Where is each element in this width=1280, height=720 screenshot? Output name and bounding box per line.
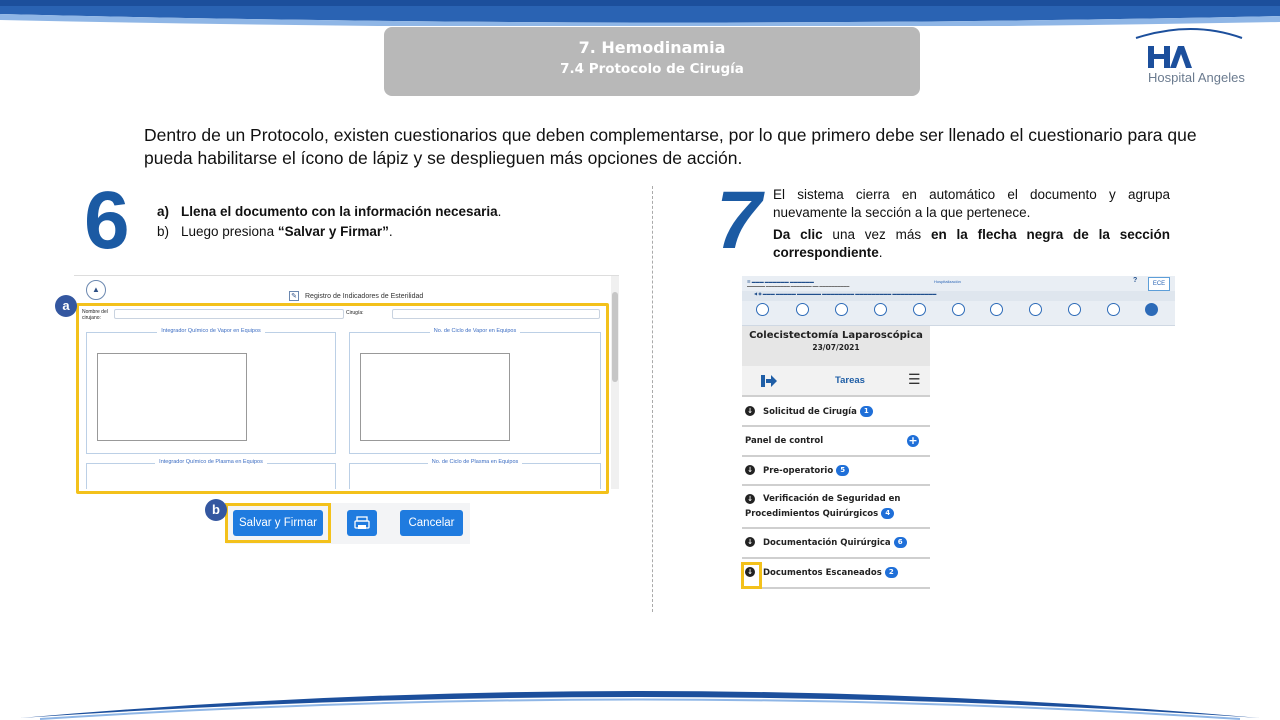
panel-plasma-cycle-label: No. de Ciclo de Plasma en Equipos xyxy=(428,459,523,465)
nav-icon-active[interactable] xyxy=(1145,303,1158,316)
hamburger-menu-icon[interactable]: ☰ xyxy=(908,371,921,387)
ece-logo: ECE xyxy=(1148,277,1170,291)
column-divider xyxy=(652,186,653,612)
section-preoperatorio[interactable] xyxy=(742,457,930,486)
step-6a-marker xyxy=(157,202,181,222)
arrow-highlight-frame xyxy=(741,562,762,589)
step-7-paragraph-1: El sistema cierra en automático el documento y agrupa nuevamente la sección a la que pertenece. xyxy=(773,187,1170,220)
form-title: Registro de Indicadores de Esterilidad xyxy=(305,292,424,300)
intro-paragraph: Dentro de un Protocolo, existen cuestionarios que deben complementarse, por lo que primero debe ser llenado el cuestionario para que pueda habilitarse el ícono de lápiz y se desplieguen más opciones de acción. xyxy=(144,125,1197,168)
nav-icon-8[interactable] xyxy=(1029,303,1042,316)
step-6a-suffix: . xyxy=(497,204,502,219)
step-6b xyxy=(157,222,501,242)
section-verificacion-line2: Procedimientos Quirúrgicos xyxy=(745,509,879,519)
form-title-row xyxy=(289,291,423,301)
step-7-end: . xyxy=(878,245,883,260)
cancel-button[interactable]: Cancelar xyxy=(400,510,463,536)
nav-icon-2[interactable] xyxy=(796,303,809,316)
app-user-info: ☰ ▬▬▬ ▬▬▬▬▬▬ ▬▬▬▬▬▬ xyxy=(747,279,814,284)
tareas-label[interactable]: Tareas xyxy=(835,375,865,386)
section-documentacion-label-wrap xyxy=(763,537,907,548)
step-6-number: 6 xyxy=(84,175,130,266)
home-icon: ▲ xyxy=(92,285,100,294)
procedure-header xyxy=(742,326,930,366)
app-user-sub: ▬▬▬▬▬▬ ▬▬▬▬▬▬▬▬ ▬▬▬▬▬▬▬ ▬▬ ▬▬▬▬▬▬▬▬▬▬ xyxy=(747,284,850,288)
form-scrollbar-thumb[interactable] xyxy=(612,292,618,382)
down-arrow-icon[interactable]: ↓ xyxy=(745,465,755,475)
section-title-box xyxy=(384,27,920,96)
step-6-instructions xyxy=(157,202,501,242)
step-6b-text-wrap xyxy=(181,222,393,242)
nav-icon-5[interactable] xyxy=(913,303,926,316)
home-button[interactable] xyxy=(86,280,106,300)
nav-icon-3[interactable] xyxy=(835,303,848,316)
plus-icon[interactable]: + xyxy=(908,434,918,447)
panel-vapor-cycle-label: No. de Ciclo de Vapor en Equipos xyxy=(430,328,520,334)
exit-arrow-icon[interactable] xyxy=(760,374,778,388)
step-6b-prefix: Luego presiona xyxy=(181,224,278,239)
save-and-sign-button[interactable]: Salvar y Firmar xyxy=(233,510,323,536)
section-verificacion-line2-wrap xyxy=(745,508,894,519)
logo-text: Hospital Angeles xyxy=(1148,70,1245,85)
patient-bar: ◀ ◉ ▬▬▬ ▬▬▬▬▬ ▬▬▬▬▬▬ ▬▬▬▬▬▬▬▬ ▬▬▬▬▬▬▬▬▬ ▬▬▬▬▬▬▬▬▬▬▬ xyxy=(742,291,1175,301)
print-button[interactable] xyxy=(347,510,377,536)
section-panel-control[interactable] xyxy=(742,427,930,457)
count-badge: 4 xyxy=(881,508,894,519)
top-wave-band xyxy=(0,0,1280,26)
step-6b-strong: “Salvar y Firmar” xyxy=(277,224,389,239)
form-highlight-frame xyxy=(76,303,609,494)
hospitalizacion-label[interactable]: Hospitalización xyxy=(934,279,961,284)
step-7-instructions xyxy=(773,186,1170,266)
app-header-strip xyxy=(742,276,1175,326)
section-solicitud-label-wrap xyxy=(763,406,873,417)
step-7-bold-1: Da clic xyxy=(773,227,823,242)
section-escaneados-label-wrap xyxy=(763,567,898,578)
section-panel-control-label: Panel de control xyxy=(745,436,824,446)
nav-icon-6[interactable] xyxy=(952,303,965,316)
down-arrow-icon[interactable]: ↓ xyxy=(745,406,755,416)
count-badge: 5 xyxy=(836,465,849,476)
section-solicitud-cirugia[interactable] xyxy=(742,397,930,427)
down-arrow-icon[interactable]: ↓ xyxy=(745,537,755,547)
down-arrow-icon[interactable]: ↓ xyxy=(745,567,755,577)
down-arrow-icon[interactable]: ↓ xyxy=(745,494,755,504)
help-icon[interactable]: ? xyxy=(1133,277,1138,284)
section-verificacion-seguridad[interactable] xyxy=(742,486,930,529)
cirugia-label: Cirugía: xyxy=(346,310,364,316)
section-title: 7. Hemodinamia xyxy=(578,38,726,57)
section-preoperatorio-label: Pre-operatorio xyxy=(763,466,834,476)
section-subtitle: 7.4 Protocolo de Cirugía xyxy=(560,61,744,77)
save-button-highlight-frame xyxy=(225,503,331,543)
step-7-bold-2: en la flecha negra de la sección correspondiente xyxy=(773,227,1170,260)
count-badge: 2 xyxy=(885,567,898,578)
section-preoperatorio-label-wrap xyxy=(763,465,849,476)
bottom-wave-band xyxy=(0,670,1280,720)
step-6b-suffix: . xyxy=(388,224,393,239)
count-badge: 1 xyxy=(860,406,873,417)
printer-icon xyxy=(347,510,377,536)
badge-b: b xyxy=(205,499,227,521)
tareas-bar xyxy=(742,366,930,397)
procedure-name: Colecistectomía Laparoscópica xyxy=(749,330,923,341)
step-6a-marker-text: a) xyxy=(157,204,170,219)
badge-a: a xyxy=(55,295,77,317)
nav-icon-10[interactable] xyxy=(1107,303,1120,316)
step-6a xyxy=(157,202,501,222)
step-6a-text-wrap xyxy=(181,202,501,222)
section-documentacion-quirurgica[interactable] xyxy=(742,529,930,559)
nombre-label: Nombre del cirujano: xyxy=(82,309,108,321)
section-documentacion-label: Documentación Quirúrgica xyxy=(763,538,891,548)
count-badge: 6 xyxy=(894,537,907,548)
step-7-paragraph-2 xyxy=(773,226,1170,262)
procedure-date: 23/07/2021 xyxy=(812,343,860,352)
form-scrollbar[interactable] xyxy=(611,276,619,489)
nav-icon-7[interactable] xyxy=(990,303,1003,316)
section-solicitud-label: Solicitud de Cirugía xyxy=(763,407,857,417)
section-verificacion-line1: Verificación de Seguridad en xyxy=(763,494,901,504)
nav-icon-4[interactable] xyxy=(874,303,887,316)
nav-icon-1[interactable] xyxy=(756,303,769,316)
section-escaneados-label: Documentos Escaneados xyxy=(763,568,882,578)
step-6b-marker: b) xyxy=(157,224,170,239)
step-7-mid: una vez más xyxy=(822,227,931,242)
step-6a-text: Llena el documento con la información necesaria xyxy=(181,204,498,219)
step-7-number: 7 xyxy=(716,175,762,266)
nav-icon-9[interactable] xyxy=(1068,303,1081,316)
section-documentos-escaneados[interactable] xyxy=(742,559,930,589)
panel-plasma-integrator-label: Integrador Químico de Plasma en Equipos xyxy=(155,459,267,465)
pencil-icon[interactable]: ✎ xyxy=(289,291,299,301)
panel-vapor-integrator-label: Integrador Químico de Vapor en Equipos xyxy=(157,328,265,334)
